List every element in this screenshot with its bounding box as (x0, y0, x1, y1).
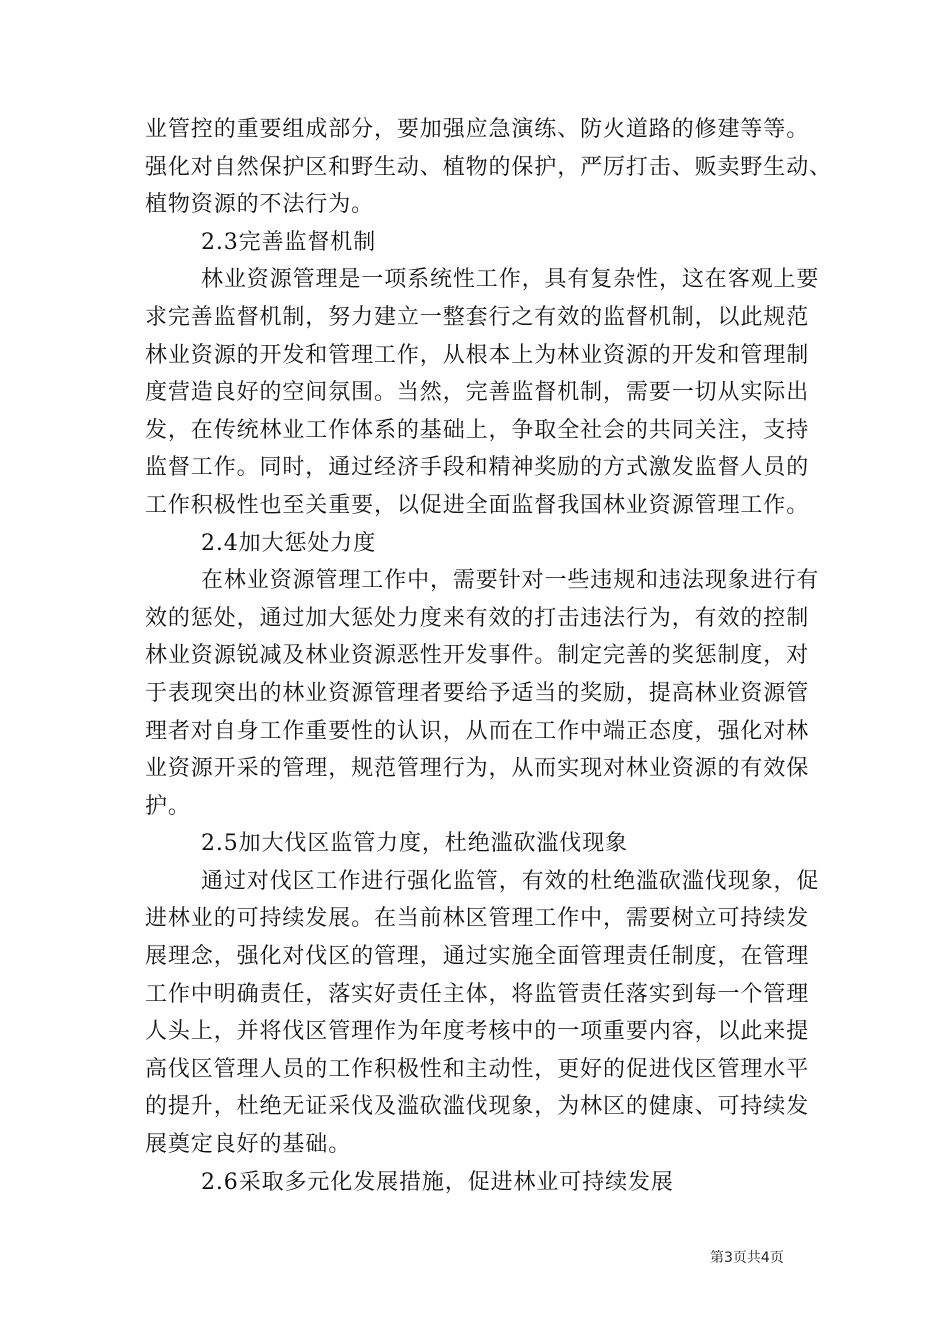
text-line: 林业资源锐减及林业资源恶性开发事件。制定完善的奖惩制度，对 (145, 643, 810, 669)
section-heading-2-6: 2.6采取多元化发展措施，促进林业可持续发展 (201, 1169, 674, 1195)
text-line: 工作中明确责任，落实好责任主体，将监管责任落实到每一个管理 (145, 981, 810, 1007)
text-line: 业管控的重要组成部分，要加强应急演练、防火道路的修建等等。 (145, 117, 810, 142)
text-line: 理者对自身工作重要性的认识，从而在工作中端正态度，强化对林 (145, 718, 810, 744)
section-heading-2-4: 2.4加大惩处力度 (201, 530, 377, 556)
text-line: 于表现突出的林业资源管理者要给予适当的奖励，提高林业资源管 (145, 680, 810, 706)
text-line: 业资源开采的管理，规范管理行为，从而实现对林业资源的有效保 (145, 756, 810, 782)
text-line: 度营造良好的空间氛围。当然，完善监督机制，需要一切从实际出 (145, 380, 810, 406)
document-body (145, 111, 833, 1201)
text-line: 进林业的可持续发展。在当前林区管理工作中，需要树立可持续发 (145, 906, 810, 932)
text-line: 监督工作。同时，通过经济手段和精神奖励的方式激发监督人员的 (145, 455, 810, 481)
text-line: 人头上，并将伐区管理作为年度考核中的一项重要内容，以此来提 (145, 1019, 810, 1045)
section-heading-2-3: 2.3完善监督机制 (201, 229, 377, 255)
text-line: 强化对自然保护区和野生动、植物的保护，严厉打击、贩卖野生动、 (145, 154, 833, 180)
text-line: 护。 (145, 793, 191, 819)
text-line: 植物资源的不法行为。 (145, 192, 375, 218)
text-line: 效的惩处，通过加大惩处力度来有效的打击违法行为，有效的控制 (145, 605, 810, 631)
text-line: 展理念，强化对伐区的管理，通过实施全面管理责任制度，在管理 (145, 944, 810, 970)
text-line: 发，在传统林业工作体系的基础上，争取全社会的共同关注，支持 (145, 417, 810, 443)
text-line: 林业资源的开发和管理工作，从根本上为林业资源的开发和管理制 (145, 342, 810, 368)
section-heading-2-5: 2.5加大伐区监管力度，杜绝滥砍滥伐现象 (201, 831, 628, 857)
text-line: 求完善监督机制，努力建立一整套行之有效的监督机制，以此规范 (145, 304, 810, 330)
page-number: 第3页共4页 (710, 1250, 784, 1266)
text-line: 高伐区管理人员的工作积极性和主动性，更好的促进伐区管理水平 (145, 1056, 810, 1082)
paragraph-start: 通过对伐区工作进行强化监管，有效的杜绝滥砍滥伐现象，促 (201, 868, 820, 894)
text-line: 工作积极性也至关重要，以促进全面监督我国林业资源管理工作。 (145, 492, 810, 518)
text-line: 的提升，杜绝无证采伐及滥砍滥伐现象，为林区的健康、可持续发 (145, 1094, 810, 1120)
text-line: 展奠定良好的基础。 (145, 1132, 352, 1158)
paragraph-start: 在林业资源管理工作中，需要针对一些违规和违法现象进行有 (201, 568, 820, 594)
paragraph-start: 林业资源管理是一项系统性工作，具有复杂性，这在客观上要 (201, 267, 820, 293)
